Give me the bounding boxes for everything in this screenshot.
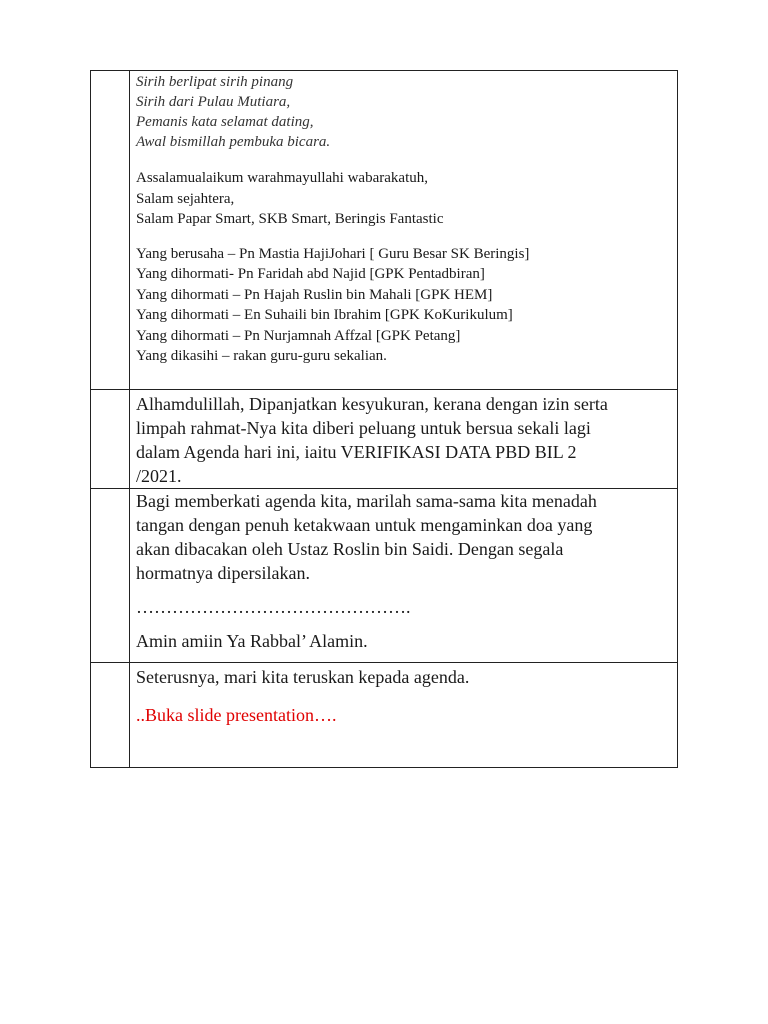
greeting-line: Salam sejahtera,	[136, 190, 235, 207]
table-row-agenda	[91, 663, 678, 768]
pantun-line: Sirih dari Pulau Mutiara,	[136, 94, 291, 110]
honorific-line: Yang dihormati – Pn Hajah Ruslin bin Mahali [GPK HEM]	[136, 286, 493, 303]
honorific-line: Yang dikasihi – rakan guru-guru sekalian.	[136, 348, 387, 365]
honorific-line: Yang dihormati – En Suhaili bin Ibrahim [GPK KoKurikulum]	[136, 307, 513, 324]
number-cell	[91, 489, 130, 663]
table-row-gratitude	[91, 390, 678, 489]
gratitude-cell	[130, 390, 678, 489]
honorifics-list	[136, 244, 673, 368]
opening-cell	[130, 71, 678, 390]
prayer-cell	[130, 489, 678, 663]
table-row-opening	[91, 71, 678, 390]
prayer-line: akan dibacakan oleh Ustaz Roslin bin Saidi. Dengan segala	[136, 539, 564, 559]
number-cell	[91, 390, 130, 489]
prayer-line: hormatnya dipersilakan.	[136, 563, 310, 583]
pantun-verse	[136, 72, 673, 152]
greetings-block	[136, 168, 673, 230]
greeting-line: Salam Papar Smart, SKB Smart, Beringis Fantastic	[136, 211, 444, 227]
honorific-line: Yang berusaha – Pn Mastia HajiJohari [ Guru Besar SK Beringis]	[136, 245, 530, 262]
script-table	[90, 70, 678, 768]
slide-presentation-note: ..Buka slide presentation….	[136, 705, 337, 725]
greeting-line: Assalamualaikum warahmayullahi wabarakatuh,	[136, 170, 428, 186]
amin-line: Amin amiin Ya Rabbal’ Alamin.	[136, 631, 368, 651]
gratitude-line: Alhamdulillah, Dipanjatkan kesyukuran, kerana dengan izin serta	[136, 394, 608, 414]
pantun-line: Awal bismillah pembuka bicara.	[136, 134, 331, 150]
gratitude-line: /2021.	[136, 466, 182, 486]
agenda-next-line: Seterusnya, mari kita teruskan kepada agenda.	[136, 667, 470, 687]
honorific-line: Yang dihormati- Pn Faridah abd Najid [GPK Pentadbiran]	[136, 266, 485, 283]
prayer-dots: ……………………………………….	[136, 597, 411, 617]
prayer-paragraph	[136, 489, 673, 585]
table-row-prayer	[91, 489, 678, 663]
gratitude-line: dalam Agenda hari ini, iaitu VERIFIKASI DATA PBD BIL 2	[136, 442, 577, 462]
number-cell	[91, 663, 130, 768]
prayer-line: tangan dengan penuh ketakwaan untuk mengaminkan doa yang	[136, 515, 593, 535]
pantun-line: Sirih berlipat sirih pinang	[136, 74, 294, 90]
pantun-line: Pemanis kata selamat dating,	[136, 114, 314, 130]
honorific-line: Yang dihormati – Pn Nurjamnah Affzal [GPK Petang]	[136, 327, 461, 344]
gratitude-line: limpah rahmat-Nya kita diberi peluang untuk bersua sekali lagi	[136, 418, 591, 438]
prayer-line: Bagi memberkati agenda kita, marilah sama-sama kita menadah	[136, 491, 597, 511]
agenda-cell	[130, 663, 678, 768]
number-cell	[91, 71, 130, 390]
gratitude-paragraph	[130, 392, 677, 488]
